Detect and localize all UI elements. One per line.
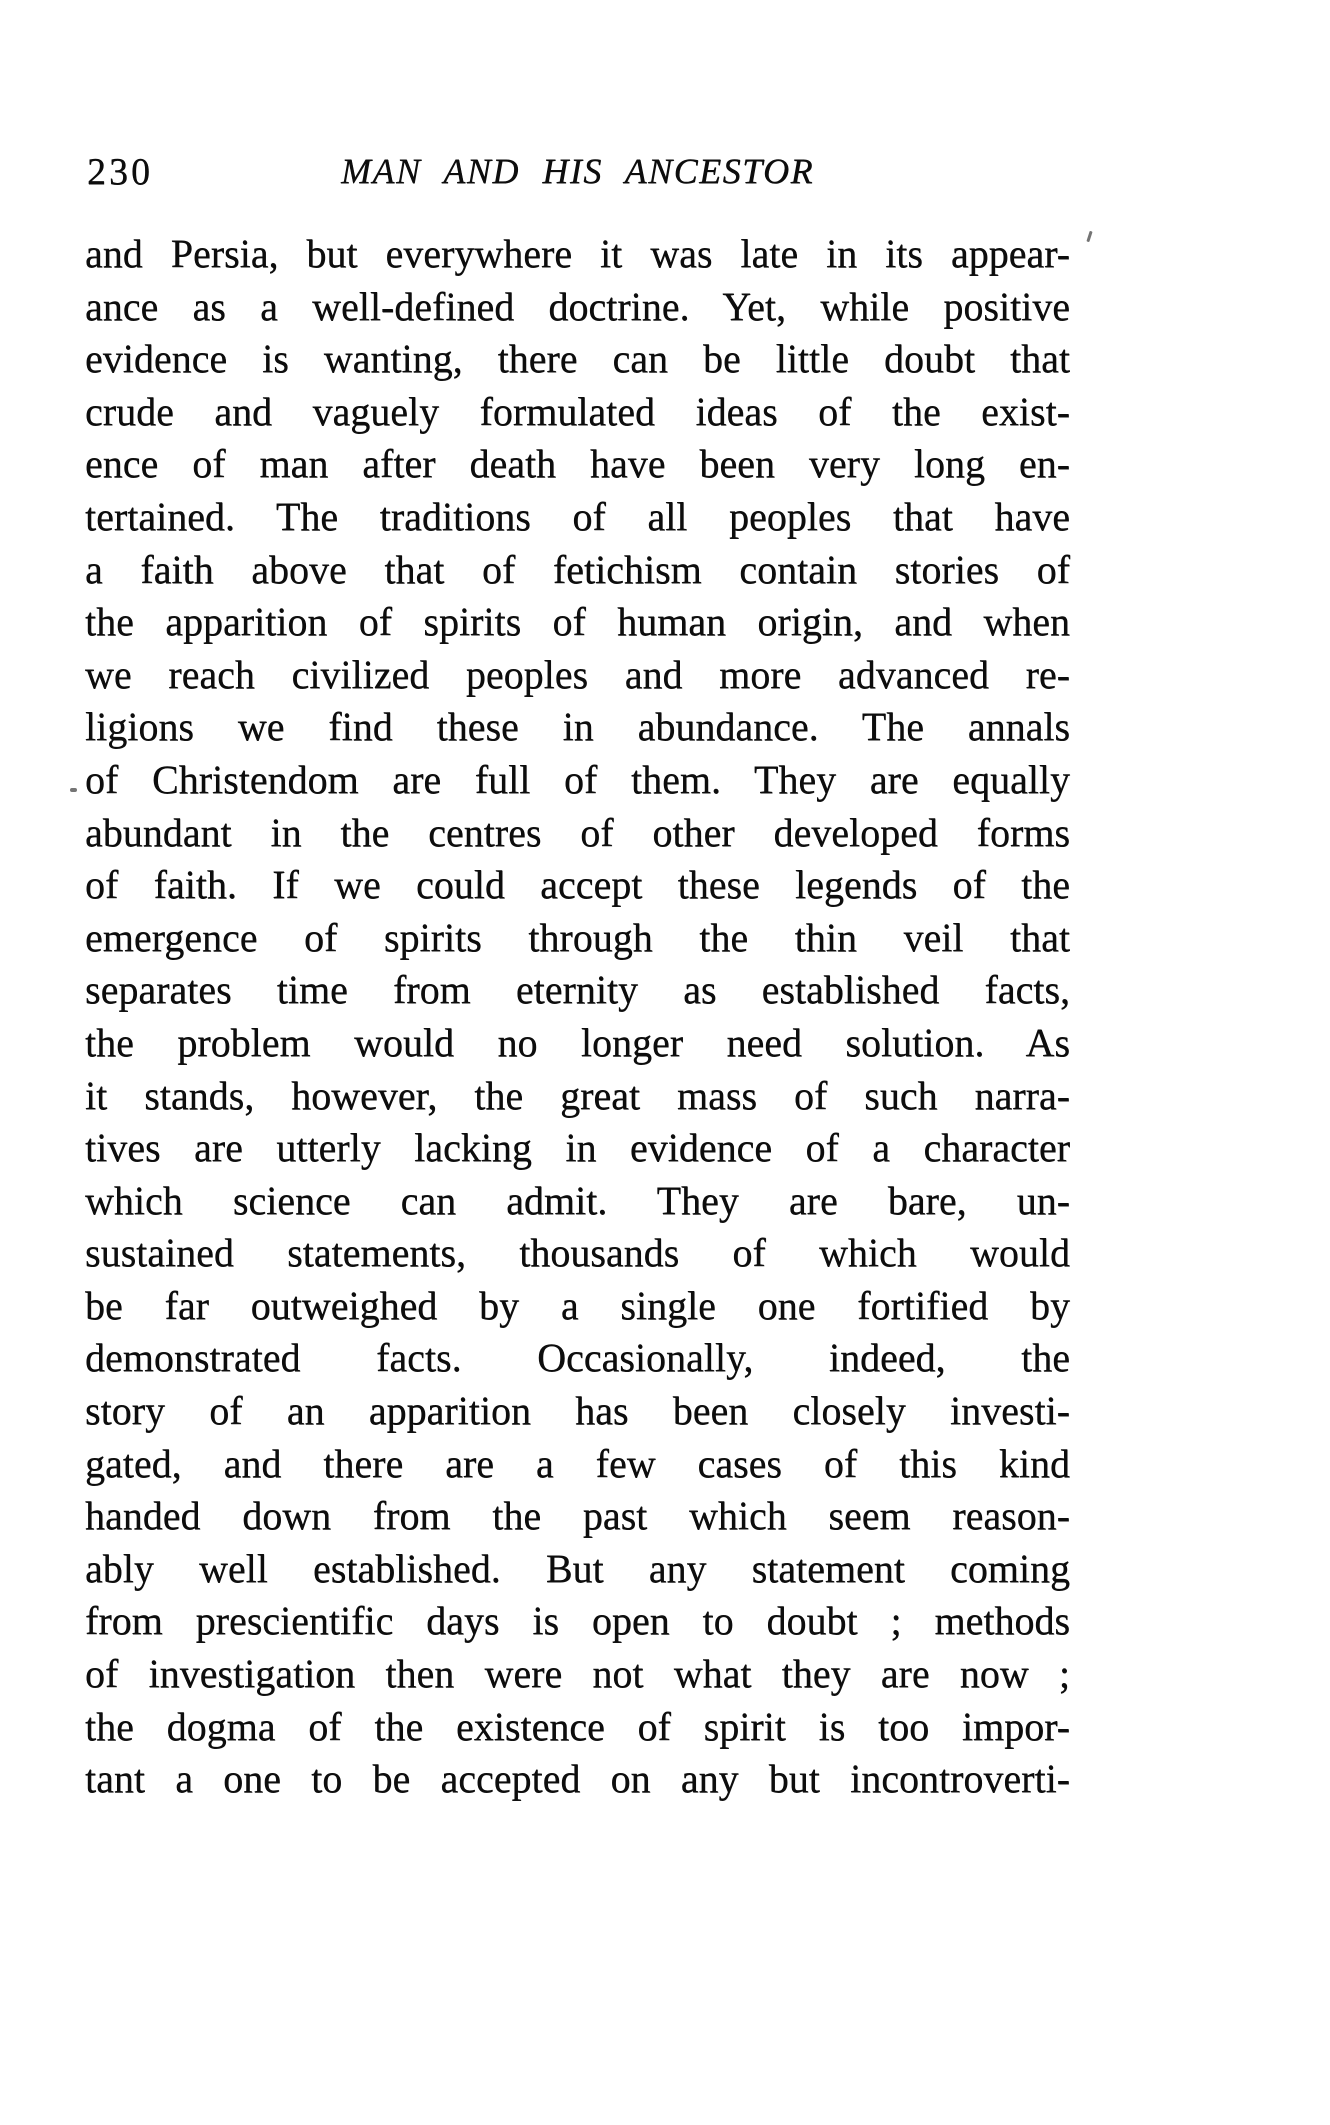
text-line: ably well established. But any statement coming — [85, 1545, 1070, 1591]
text-line: from prescientific days is open to doubt ; methods — [85, 1598, 1070, 1644]
text-line: a faith above that of fetichism contain stories of — [85, 546, 1070, 592]
text-line: ance as a well-defined doctrine. Yet, while positive — [85, 283, 1070, 329]
text-line: evidence is wanting, there can be little doubt that — [85, 336, 1070, 382]
scan-speckle — [70, 788, 77, 792]
text-line: emergence of spirits through the thin veil that — [85, 914, 1070, 960]
text-line: story of an apparition has been closely investi- — [85, 1388, 1070, 1434]
text-line: we reach civilized peoples and more advanced re- — [85, 651, 1070, 697]
text-line: be far outweighed by a single one fortified by — [85, 1282, 1070, 1328]
text-line: handed down from the past which seem reason- — [85, 1493, 1070, 1539]
text-line: tives are utterly lacking in evidence of a character — [85, 1125, 1070, 1171]
text-line: the dogma of the existence of spirit is too impor- — [85, 1703, 1070, 1749]
text-line: of investigation then were not what they are now ; — [85, 1651, 1070, 1697]
text-line: gated, and there are a few cases of this kind — [85, 1440, 1070, 1486]
text-line: the apparition of spirits of human origin, and when — [85, 599, 1070, 645]
text-line: it stands, however, the great mass of such narra- — [85, 1072, 1070, 1118]
text-line: which science can admit. They are bare, un- — [85, 1177, 1070, 1223]
text-line: ence of man after death have been very long en- — [85, 441, 1070, 487]
text-line: of Christendom are full of them. They are equally — [85, 756, 1070, 802]
text-line: tertained. The traditions of all peoples that have — [85, 493, 1070, 539]
running-title: MAN AND HIS ANCESTOR — [340, 151, 815, 191]
text-line: and Persia, but everywhere it was late in its appear- — [85, 231, 1070, 276]
text-line: separates time from eternity as established facts, — [85, 967, 1070, 1013]
body-text — [85, 228, 1070, 1806]
text-line: the problem would no longer need solution. As — [85, 1019, 1070, 1065]
text-line: demonstrated facts. Occasionally, indeed, the — [85, 1335, 1070, 1381]
text-line: abundant in the centres of other developed forms — [85, 809, 1070, 855]
text-line: sustained statements, thousands of which would — [85, 1230, 1070, 1276]
text-line: ligions we find these in abundance. The annals — [85, 704, 1070, 750]
text-line: crude and vaguely formulated ideas of the exist- — [85, 388, 1070, 434]
page-number: 230 — [87, 151, 153, 193]
scan-speckle — [1086, 231, 1092, 242]
text-line: of faith. If we could accept these legends of the — [85, 862, 1070, 908]
running-head — [85, 150, 1070, 198]
text-line: tant a one to be accepted on any but incontroverti- — [85, 1756, 1070, 1802]
